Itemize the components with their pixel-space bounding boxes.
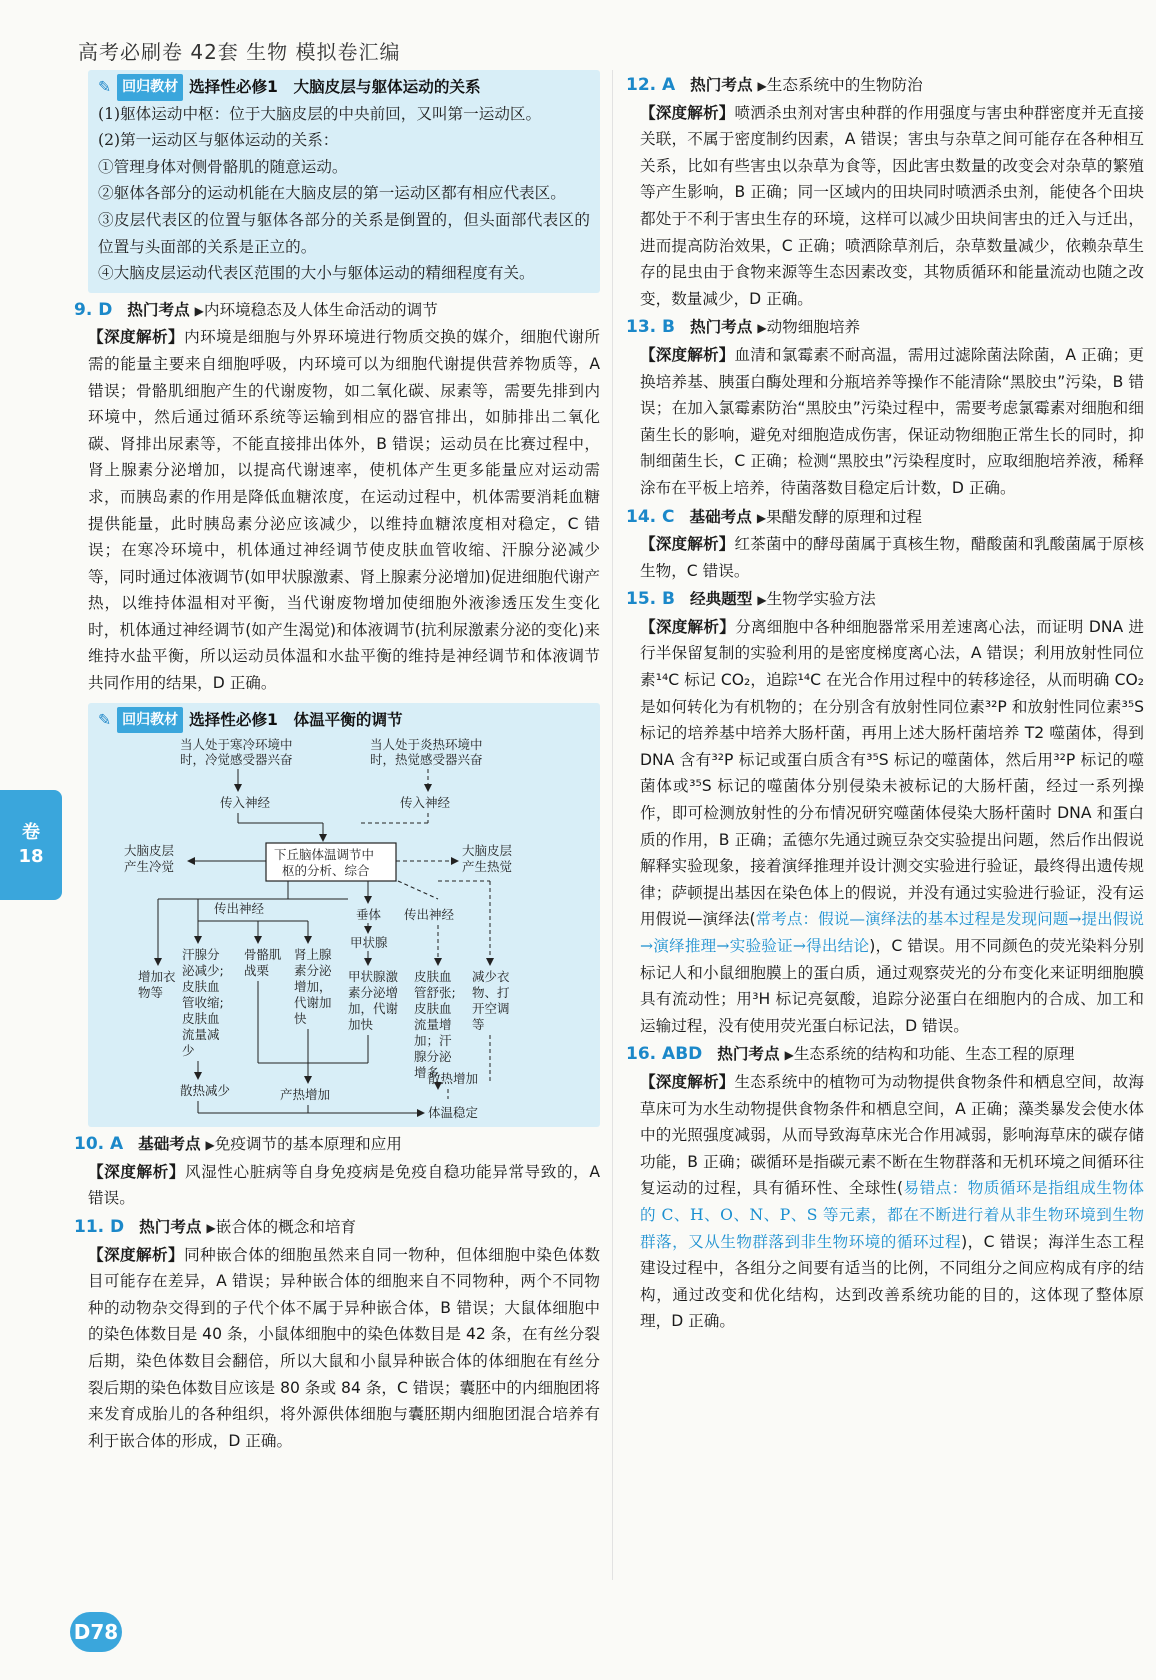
textbook-box-1 [88,70,600,293]
q15-heading [626,586,1144,614]
triangle-icon: ▶ [206,1221,216,1236]
diag-skin-3: 皮肤血 [414,1001,452,1017]
q15-kp: 经典题型 [689,590,753,609]
side-tab-b: 18 [18,846,44,867]
textbook-box-2 [88,703,600,1128]
left-column [74,70,600,1454]
diag-hot-1: 当人处于炎热环境中 [370,737,483,753]
diag-adrenal-3: 增加， [294,979,332,995]
diag-cortex-hot-1: 大脑皮层 [462,843,513,859]
diag-adrenal-1: 肾上腺 [294,947,332,963]
q10-number: 10. A [74,1134,124,1155]
q14-topic: 果醋发酵的原理和过程 [766,507,923,526]
box-1-line: ④大脑皮层运动代表区范围的大小与躯体运动的精细程度有关。 [98,264,535,283]
q13-text: 血清和氯霉素不耐高温，需用过滤除菌法除菌，A 正确；更换培养基、胰蛋白酶处理和分瓶培养等操作不能清除“黑胶虫”污染，B 错误；在加入氯霉素防治“黑胶虫”污染过程中，需要考虑氯霉素对细胞和细菌生长的影响，避免对细胞造成伤害，保证动物细胞正常生长的同时，抑制细菌生长，C 正确；检测“黑胶虫”污染程度时，应取细胞培养液，稀释涂布在平板上培养，待菌落数目稳定后计数，D 正确。 [640,345,1144,497]
q12-heading [626,72,1144,100]
q14-heading [626,504,1144,532]
box-2-title: 选择性必修1 体温平衡的调节 [189,710,403,729]
diag-cortex-hot-2: 产生热觉 [462,859,513,875]
q9-heading [74,297,600,325]
q16-text-2: )，C 错误；海洋生态工程建设过程中，各组分之间要有适当的比例，不同组分之间应构成有序的结构，通过改变和优化结构，达到改善系统功能的目的，这体现了整体原理，D 正确。 [640,1232,1144,1331]
q12-analysis [640,100,1144,313]
diag-center-2: 枢的分析、综合 [282,863,370,879]
q11-label: 【深度解析】 [88,1245,185,1264]
diag-out-nerve-r: 传出神经 [404,907,455,923]
diag-thyroxine-4: 加快 [348,1017,374,1033]
q10-kp: 基础考点 [138,1135,201,1154]
q11-heading [74,1214,600,1242]
diag-heat-gen-up: 产热增加 [280,1087,331,1103]
diag-adrenal-2: 素分泌 [294,963,332,979]
pencil-icon: ✎ [98,710,112,729]
diag-in-nerve-l: 传入神经 [220,795,271,811]
q15-label: 【深度解析】 [640,617,736,636]
triangle-icon: ▶ [205,1138,215,1153]
diag-clothes-less-4: 等 [472,1017,485,1033]
diag-stable: 体温稳定 [428,1105,479,1121]
diag-sweat-5: 皮肤血 [182,1011,220,1027]
q14-label: 【深度解析】 [640,535,735,554]
diag-sweat-1: 汗腺分 [182,947,220,963]
diag-thyroxine-1: 甲状腺激 [348,969,399,985]
diag-skin-6: 腺分泌 [414,1049,452,1065]
q11-kp: 热门考点 [139,1218,202,1237]
thermoregulation-diagram [98,733,590,1121]
diag-cold-1: 当人处于寒冷环境中 [180,737,293,753]
diag-heat-loss-up: 散热增加 [428,1071,479,1087]
q15-note: 常考点：假说—演绎法的基本过程是发现问题→提出假说→演绎推理→实验验证→得出结论 [640,910,1144,955]
q13-kp: 热门考点 [689,318,753,337]
q12-topic: 生态系统中的生物防治 [766,76,923,94]
side-tab-a: 卷 [22,822,40,843]
q11-number: 11. D [74,1217,125,1238]
q14-number: 14. C [626,506,675,527]
diag-cold-2: 时，冷觉感受器兴奋 [180,752,293,768]
triangle-icon: ▶ [757,593,767,608]
q15-topic: 生物学实验方法 [766,590,876,609]
diag-thyroid: 甲状腺 [350,935,388,951]
q12-number: 12. A [626,75,676,95]
q15-number: 15. B [626,589,675,610]
q9-text: 内环境是细胞与外界环境进行物质交换的媒介，细胞代谢所需的能量主要来自细胞呼吸，内环境可以为细胞代谢提供营养物质等，A 错误；骨骼肌细胞产生的代谢废物，如二氧化碳、尿素等，需要先排到内环境中，然后通过循环系统等运输到相应的器官排出，如肺排出二氧化碳、肾排出尿素等，不能直接排出体外，B 错误；运动员在比赛过程中，肾上腺素分泌增加，以提高代谢速率，使机体产生更多能量应对运动需求，而胰岛素的作用是降低血糖浓度，在运动过程中，机体需要消耗血糖提供能量，此时胰岛素分泌应该减少，以维持血糖浓度相对稳定，C 错误；在寒冷环境中，机体通过神经调节使皮肤血管收缩、汗腺分泌减少等，同时通过体液调节(如甲状腺激素、肾上腺素分泌增加)促进细胞代谢产热，以维持体温相对平衡，当代谢废物增加使细胞外液渗透压发生变化时，机体通过神经调节(如产生渴觉)和体液调节(抗利尿激素分泌的变化)来维持水盐平衡，所以运动员体温和水盐平衡的维持是神经调节和体液调节共同作用的结果，D 正确。 [88,328,600,693]
page-header: 高考必刷卷 42套 生物 模拟卷汇编 [78,40,401,64]
diag-sweat-2: 泌减少; [182,963,224,979]
q9-number: 9. D [74,299,113,320]
diag-clothes-add-2: 物等 [138,985,164,1001]
triangle-icon: ▶ [757,321,767,336]
q10-text: 风湿性心脏病等自身免疫病是免疫自稳功能异常导致的，A 错误。 [88,1162,600,1208]
diag-sweat-7: 少 [182,1043,195,1059]
diag-clothes-less-3: 开空调 [472,1001,510,1017]
diag-adrenal-5: 快 [294,1011,307,1027]
q9-label: 【深度解析】 [88,328,185,347]
diag-skin-4: 流量增 [414,1017,452,1033]
diag-shiver-2: 战栗 [244,963,270,979]
diag-thyroxine-3: 加，代谢 [348,1001,399,1017]
box-1-heading [98,74,590,101]
box-1-tag: 回归教材 [117,74,183,101]
q13-label: 【深度解析】 [640,345,735,364]
box-1-line: ③皮层代表区的位置与躯体各部分的关系是倒置的，但头面部代表区的位置与头面部的关系是正立的。 [98,210,590,256]
q9-topic: 内环境稳态及人体生命活动的调节 [203,300,438,319]
q15-text-2: )，C 错误。用不同颜色的荧光染料分别标记人和小鼠细胞膜上的蛋白质，通过观察荧光的分布变化来证明细胞膜具有流动性；用³H 标记亮氨酸，追踪分泌蛋白在细胞内的合成、加工和运输过程，没有使用荧光蛋白标记法，D 错误。 [640,937,1144,1035]
diag-sweat-3: 皮肤血 [182,979,220,995]
box-1-line: (2)第一运动区与躯体运动的关系： [98,131,339,150]
q15-analysis [640,614,1144,1040]
diag-center-1: 下丘脑体温调节中 [274,847,375,863]
q13-topic: 动物细胞培养 [766,318,861,337]
diag-cortex-cold-1: 大脑皮层 [124,843,175,859]
diag-skin-5: 加；汗 [414,1033,452,1049]
q16-analysis [640,1069,1144,1335]
q13-number: 13. B [626,317,675,338]
box-2-heading [98,707,590,734]
diag-sweat-4: 管收缩; [182,995,224,1011]
box-2-tag: 回归教材 [117,707,183,734]
q12-kp: 热门考点 [690,76,753,94]
diag-sweat-6: 流量减 [182,1027,220,1043]
column-divider [612,70,613,1580]
diag-skin-1: 皮肤血 [414,969,452,985]
diag-out-nerve-l: 传出神经 [214,901,265,917]
q16-kp: 热门考点 [717,1045,780,1064]
diag-skin-2: 管舒张; [414,985,456,1001]
box-1-line: (1)躯体运动中枢：位于大脑皮层的中央前回，又叫第一运动区。 [98,104,542,123]
q10-topic: 免疫调节的基本原理和应用 [214,1135,402,1154]
q10-analysis [88,1159,600,1212]
diag-pituitary: 垂体 [356,907,382,923]
q11-topic: 嵌合体的概念和培育 [215,1218,357,1237]
pencil-icon: ✎ [98,78,112,96]
q14-text: 红茶菌中的酵母菌属于真核生物，醋酸菌和乳酸菌属于原核生物，C 错误。 [640,535,1144,580]
diag-adrenal-4: 代谢加 [294,995,332,1011]
triangle-icon: ▶ [194,303,204,318]
q9-kp: 热门考点 [127,300,190,319]
diag-heat-loss-less: 散热减少 [180,1083,231,1099]
page-number: D78 [70,1612,122,1652]
diag-cortex-cold-2: 产生冷觉 [124,859,175,875]
q16-text-1: 生态系统中的植物可为动物提供食物条件和栖息空间，故海草床可为水生动物提供食物条件和栖息空间，A 正确；藻类暴发会使水体中的光照强度减弱，从而导致海草床光合作用减弱，影响海草床的碳存储功能，B 正确；碳循环是指碳元素不断在生物群落和无机环境之间循环往复运动的过程，具有循环性、全球性( [640,1072,1144,1198]
diag-clothes-add-1: 增加衣 [138,969,176,985]
q16-note: 易错点：物质循环是指组成生物体的 C、H、O、N、P、S 等元素，都在不断进行着从非生物环境到生物群落，又从生物群落到非生物环境的循环过程 [640,1179,1144,1251]
diag-in-nerve-r: 传入神经 [400,795,451,811]
q11-text: 同种嵌合体的细胞虽然来自同一物种，但体细胞中染色体数目可能存在差异，A 错误；异种嵌合体的细胞来自不同物种，两个不同物种的动物杂交得到的子代个体不属于异种嵌合体，B 错误；大鼠体细胞中的染色体数目是 40 条，小鼠体细胞中的染色体数目是 42 条，在有丝分裂后期，染色体数目会翻倍，所以大鼠和小鼠异种嵌合体的体细胞在有丝分裂后期的染色体数目应该是 80 条或 84 条，C 错误；囊胚中的内细胞团将来发育成胎儿的各种组织，将外源供体细胞与囊胚期内细胞团混合培养有利于嵌合体的形成，D 正确。 [88,1245,600,1450]
diag-clothes-less-1: 减少衣 [472,969,510,985]
q15-text-1: 分离细胞中各种细胞器常采用差速离心法，而证明 DNA 进行半保留复制的实验利用的是密度梯度离心法，A 错误；利用放射性同位素¹⁴C 标记 CO₂，追踪¹⁴C 在光合作用过程中的转移途径，从而明确 CO₂ 是如何转化为有机物的；在分别含有放射性同位素³²P 和放射性同位素³⁵S 标记的培养基中培养大肠杆菌，再用上述大肠杆菌培养 T2 噬菌体，得到 DNA 含有³²P 标记或蛋白质含有³⁵S 标记的噬菌体，然后用³²P 标记的噬菌体或³⁵S 标记的噬菌体分别侵染未被标记的大肠杆菌，经过一系列操作，即可检测放射性的分布情况研究噬菌体侵染大肠杆菌时 DNA 和蛋白质的作用，B 正确；孟德尔先通过豌豆杂交实验提出问题，然后作出假说解释实验现象，接着演绎推理并设计测交实验进行验证，最终得出遗传规律；萨顿提出基因在染色体上的假说，并没有通过实验进行验证，没有运用假说—演绎法( [640,617,1144,929]
right-column [626,70,1144,1335]
diag-line [398,881,438,899]
diag-clothes-less-2: 物、打 [472,985,510,1001]
volume-side-tab [0,790,62,900]
q11-analysis [88,1242,600,1455]
q12-label: 【深度解析】 [640,103,735,122]
q16-number: 16. ABD [626,1044,703,1065]
q16-heading [626,1041,1144,1069]
diag-thyroxine-2: 素分泌增 [348,985,399,1001]
triangle-icon: ▶ [757,79,767,93]
diag-skin-7: 增多 [414,1065,440,1081]
q14-kp: 基础考点 [689,507,752,526]
triangle-icon: ▶ [756,510,767,525]
box-1-line: ①管理身体对侧骨骼肌的随意运动。 [98,157,348,176]
q13-analysis [640,342,1144,502]
q14-analysis [640,531,1144,584]
q16-topic: 生态系统的结构和功能、生态工程的原理 [793,1045,1075,1064]
q16-label: 【深度解析】 [640,1072,735,1091]
q13-heading [626,314,1144,342]
box-1-title: 选择性必修1 大脑皮层与躯体运动的关系 [189,78,481,96]
triangle-icon: ▶ [784,1048,794,1063]
q10-label: 【深度解析】 [88,1162,186,1181]
diag-hot-2: 时，热觉感受器兴奋 [370,752,483,768]
diag-shiver-1: 骨骼肌 [244,947,282,963]
q10-heading [74,1131,600,1159]
box-1-line: ②躯体各部分的运动机能在大脑皮层的第一运动区都有相应代表区。 [98,184,566,203]
q12-text: 喷洒杀虫剂对害虫种群的作用强度与害虫种群密度并无直接关联，不属于密度制约因素，A 错误；害虫与杂草之间可能存在各种相互关系，比如有些害虫以杂草为食等，因此害虫数量的改变会对杂草的繁殖等产生影响，B 正确；同一区域内的田块同时喷洒杀虫剂，能使各个田块都处于不利于害虫生存的环境，这样可以减少田块间害虫的迁入与迁出，进而提高防治效果，C 正确；喷洒除草剂后，杂草数量减少，依赖杂草生存的昆虫由于食物来源等生态因素改变，其物质循环和能量流动也随之改变，数量减少，D 正确。 [640,103,1144,308]
q9-analysis [88,324,600,696]
